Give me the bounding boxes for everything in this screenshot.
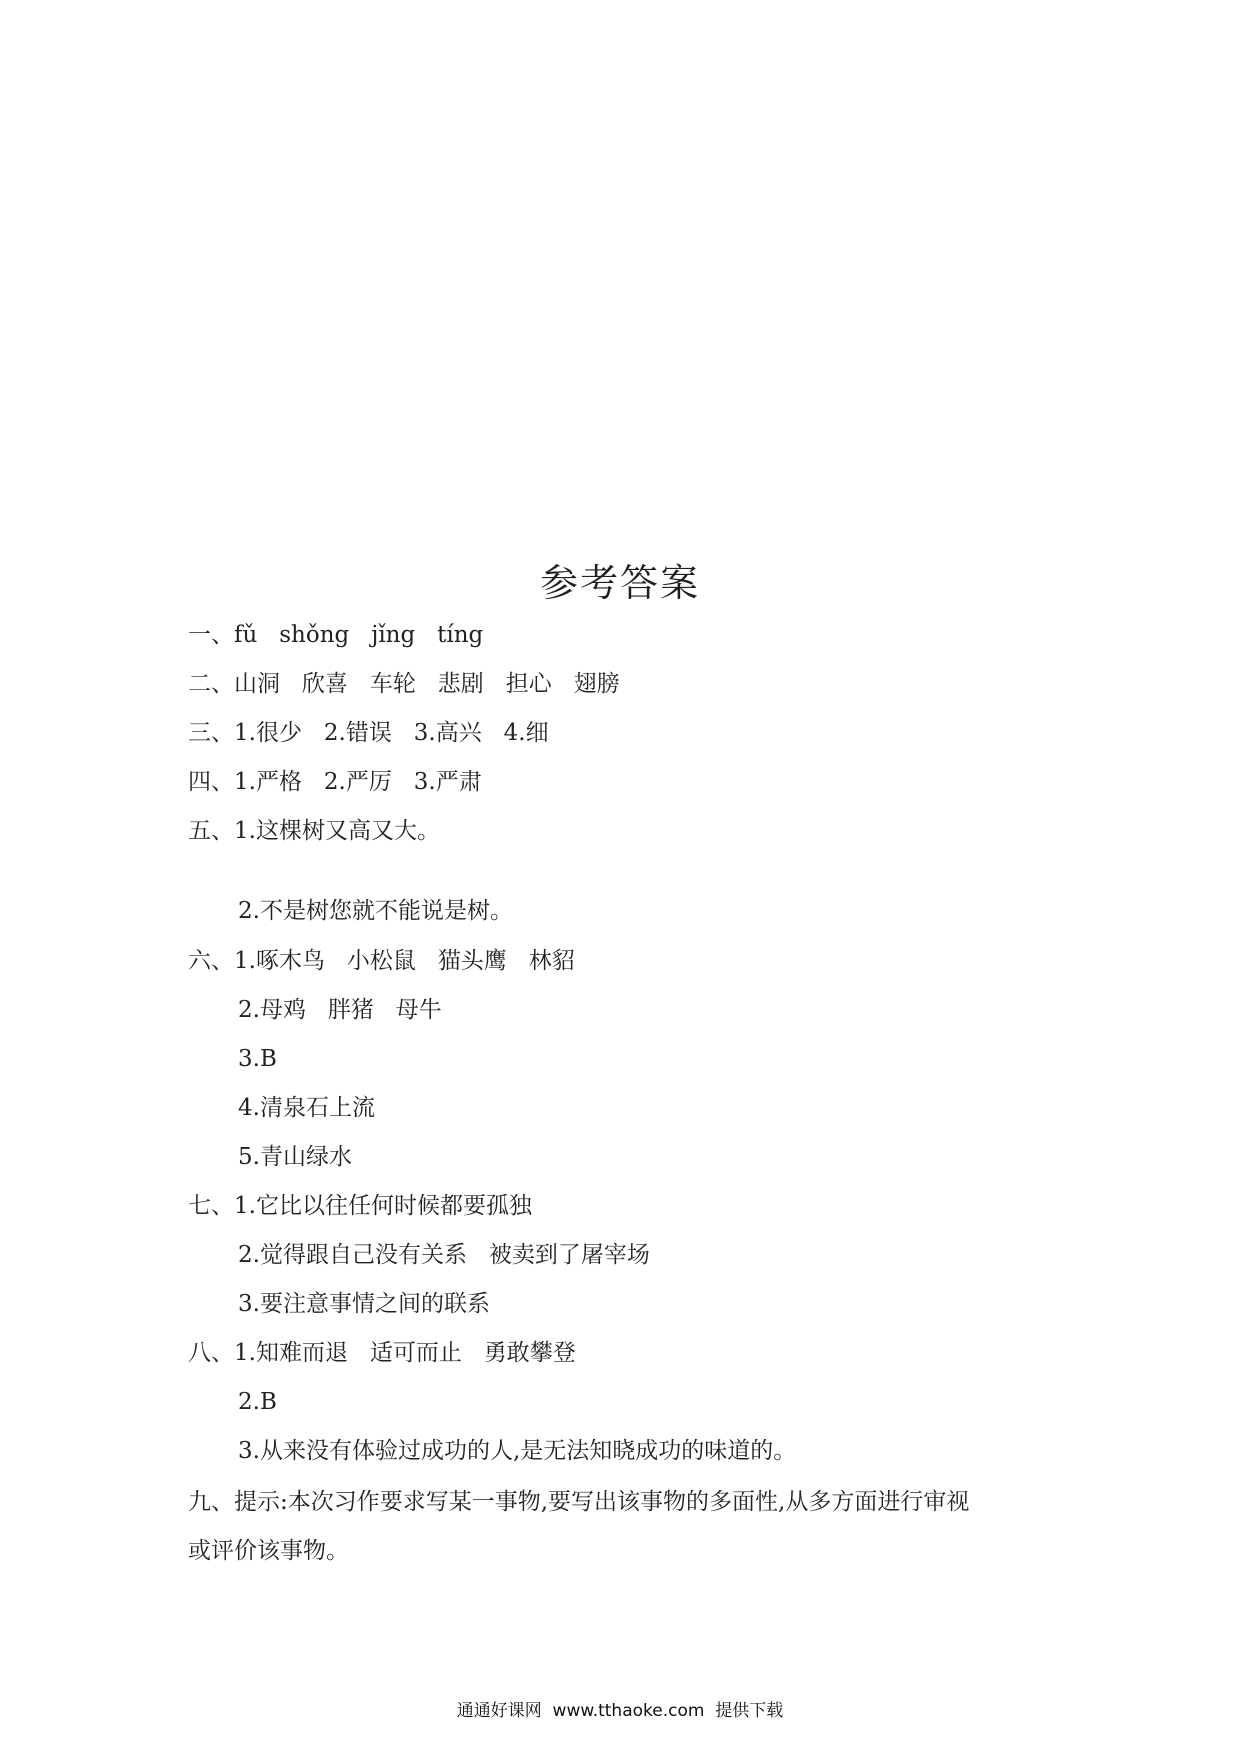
answer-line-6-1: 六、1.啄木鸟 小松鼠 猫头鹰 林貂 (188, 948, 575, 974)
answer-line-6-2: 2.母鸡 胖猪 母牛 (238, 997, 442, 1023)
answer-line-8-3: 3.从来没有体验过成功的人,是无法知晓成功的味道的。 (238, 1438, 797, 1464)
page-footer: 通通好课网 www.tthaoke.com 提供下载 (456, 1701, 784, 1721)
answer-line-6-3: 3.B (238, 1046, 277, 1072)
answer-line-7-1: 七、1.它比以往任何时候都要孤独 (188, 1193, 532, 1219)
answer-line-4: 四、1.严格 2.严厉 3.严肃 (188, 769, 482, 795)
answer-line-3: 三、1.很少 2.错误 3.高兴 4.细 (188, 720, 549, 746)
answer-line-9-1: 九、提示:本次习作要求写某一事物,要写出该事物的多面性,从多方面进行审视 (188, 1489, 970, 1515)
answer-line-2: 二、山洞 欣喜 车轮 悲剧 担心 翅膀 (188, 671, 620, 697)
answer-line-1: 一、fǔ shǒng jǐng tíng (188, 622, 484, 648)
answer-line-6-4: 4.清泉石上流 (238, 1095, 375, 1121)
answer-line-8-1: 八、1.知难而退 适可而止 勇敢攀登 (188, 1340, 576, 1366)
page-title: 参考答案 (539, 561, 700, 605)
answer-line-7-2: 2.觉得跟自己没有关系 被卖到了屠宰场 (238, 1242, 650, 1268)
answer-line-8-2: 2.B (238, 1389, 277, 1415)
answer-line-7-3: 3.要注意事情之间的联系 (238, 1291, 490, 1317)
answer-line-5-2: 2.不是树您就不能说是树。 (238, 898, 513, 924)
answer-line-5-1: 五、1.这棵树又高又大。 (188, 818, 440, 844)
answer-line-6-5: 5.青山绿水 (238, 1144, 352, 1170)
answer-line-9-2: 或评价该事物。 (188, 1538, 349, 1564)
